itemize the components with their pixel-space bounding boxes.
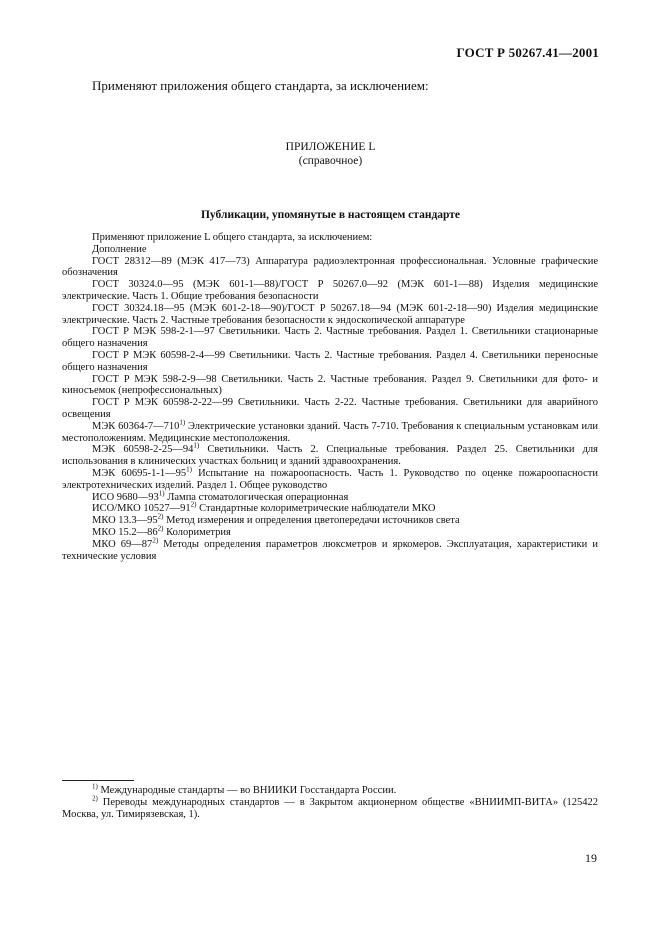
reference-title: Лампа стоматологическая операционная [164, 491, 349, 503]
reference-paragraph [62, 303, 598, 327]
section-title: Публикации, упомянутые в настоящем стандарте [200, 209, 461, 221]
reference-title: Стандартные колориметрические наблюдатели МКО [196, 503, 436, 515]
reference-paragraph [62, 326, 598, 350]
reference-code: МЭК 60695-1-1—95 [92, 467, 187, 479]
footnotes [62, 782, 599, 821]
reference-paragraph [62, 512, 598, 527]
footnote-marker: 2) [190, 500, 197, 509]
reference-title: Электрические установки зданий. Часть 7-710. Требования к специальным установкам или местоположениям. Медицинские местоположения. [62, 420, 598, 444]
reference-paragraph [62, 244, 598, 256]
footnote-mark: 1) [92, 782, 98, 791]
footnote-marker: 1) [193, 441, 200, 450]
footnote-text: Международные стандарты — во ВНИИКИ Госстандарта России. [100, 785, 397, 796]
reference-code: ИСО 9680—93 [92, 491, 159, 503]
reference-code: МЭК 60364-7—710 [92, 420, 180, 432]
reference-title: Методы определения параметров люксметров и яркомеров. Эксплуатация, характеристики и технические условия [62, 538, 598, 562]
reference-paragraph [62, 524, 598, 539]
footnote-mark: 2) [92, 794, 98, 803]
reference-paragraph [62, 500, 598, 515]
reference-paragraph [62, 279, 598, 303]
footnote-marker: 2) [157, 512, 164, 521]
intro-text: Применяют приложения общего стандарта, за исключением: [92, 78, 429, 93]
reference-code: ГОСТ Р МЭК 60598-2-22—99 Светильники. Часть 2-22. Частные требования. Светильники для аварийного освещения [62, 397, 598, 420]
footnote-marker: 1) [158, 489, 165, 498]
reference-code: МЭК 60598-2-25—94 [92, 444, 194, 456]
reference-code: ГОСТ Р МЭК 598-2-9—98 Светильники. Часть 2. Частные требования. Раздел 9. Светильники для фото- и киносъемок (непрофессиональных) [62, 373, 598, 397]
footnote [62, 782, 598, 797]
reference-code: МКО 69—87 [92, 538, 153, 550]
reference-code: Дополнение [92, 243, 147, 255]
reference-title: Колориметрия [163, 526, 231, 538]
reference-code: ИСО/МКО 10527—91 [92, 503, 191, 515]
appendix-heading [0, 140, 661, 168]
document-header-id: ГОСТ Р 50267.41—2001 [456, 45, 599, 60]
reference-paragraph [62, 397, 598, 421]
appendix-title: ПРИЛОЖЕНИЕ L [285, 141, 376, 153]
footnote-marker: 1) [186, 465, 192, 474]
reference-code: ГОСТ 28312—89 (МЭК 417—73) Аппаратура радиоэлектронная профессиональная. Условные графические обозначения [62, 255, 598, 279]
footnote-text: Переводы международных стандартов — в Закрытом акционерном обществе «ВНИИМП-ВИТА» (125422 Москва, ул. Тимирязевская, 1). [62, 797, 599, 820]
footnote [62, 794, 599, 821]
reference-paragraph [62, 441, 598, 468]
reference-code: ГОСТ Р МЭК 60598-2-4—99 Светильники. Часть 2. Частные требования. Раздел 4. Светильники переносные общего назначения [62, 349, 598, 373]
reference-paragraph [62, 350, 598, 374]
reference-code: ГОСТ 30324.18—95 (МЭК 601-2-18—90)/ГОСТ Р 50267.18—94 (МЭК 601-2-18—90) Изделия медицинские электрические. Часть 2. Частные требования безопасности к эндоскопической аппаратуре [62, 302, 598, 326]
reference-code: ГОСТ 30324.0—95 (МЭК 601-1—88)/ГОСТ Р 50267.0—92 (МЭК 601-1—88) Изделия медицинские электрические. Часть 1. Общие требования безопасности [62, 279, 598, 302]
references-list [62, 232, 598, 562]
reference-paragraph [62, 232, 598, 244]
reference-paragraph [62, 465, 598, 492]
footnote-marker: 1) [179, 418, 186, 427]
reference-code: ГОСТ Р МЭК 598-2-1—97 Светильники. Часть 2. Частные требования. Раздел 1. Светильники стационарные общего назначения [62, 326, 598, 350]
footnote-divider [62, 780, 134, 781]
reference-paragraph [62, 256, 598, 280]
reference-title: Светильники. Часть 2. Специальные требования. Раздел 25. Светильники для использования в клинических участках больниц и зданий здравоохранения. [62, 444, 598, 468]
reference-code: Применяют приложение L общего стандарта, за исключением: [92, 232, 373, 243]
reference-paragraph [62, 418, 598, 445]
reference-code: МКО 13.3—95 [92, 515, 158, 527]
reference-code: МКО 15.2—86 [92, 526, 158, 538]
reference-paragraph [62, 374, 598, 398]
page-number: 19 [585, 851, 597, 865]
footnote-marker: 2) [152, 536, 159, 545]
reference-title: Метод измерения и определения цветопередачи источников света [163, 515, 460, 527]
reference-title: Испытание на пожароопасность. Часть 1. Руководство по оценке пожароопасности электротехнических изделий. Раздел 1. Общее руководство [62, 467, 598, 491]
appendix-subtitle: (справочное) [298, 155, 363, 167]
footnote-marker: 2) [157, 524, 164, 533]
reference-paragraph [62, 536, 598, 563]
reference-paragraph [62, 489, 598, 504]
